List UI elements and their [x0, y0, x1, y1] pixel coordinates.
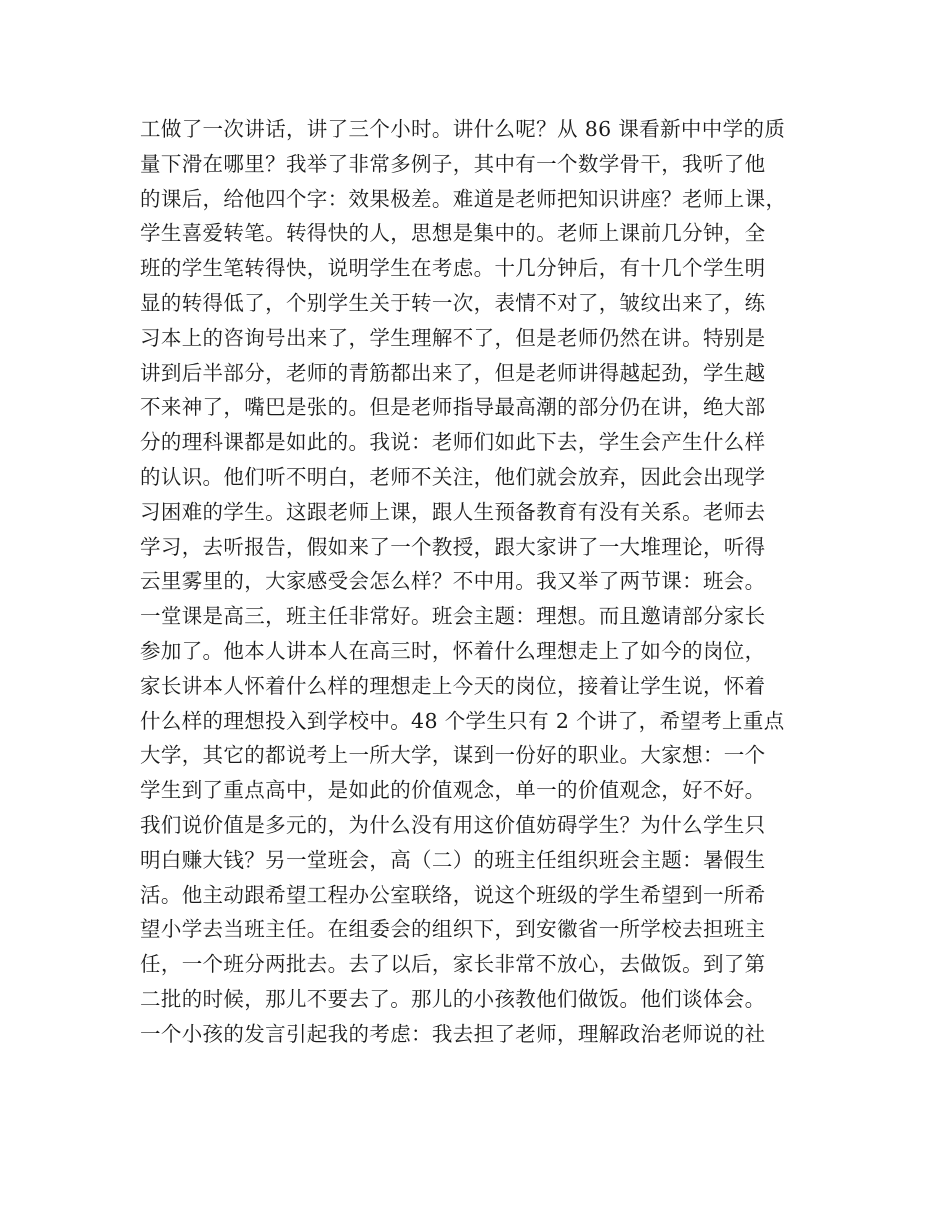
text-line: 量下滑在哪里？我举了非常多例子，其中有一个数学骨干，我听了他 — [140, 151, 766, 176]
text-line: 任，一个班分两批去。去了以后，家长非常不放心，去做饭。到了第 — [140, 952, 766, 977]
text-line: 一个小孩的发言引起我的考虑：我去担了老师，理解政治老师说的社 — [140, 1021, 766, 1046]
text-line: 学生喜爱转笔。转得快的人，思想是集中的。老师上课前几分钟，全 — [140, 221, 766, 246]
text-line: 分的理科课都是如此的。我说：老师们如此下去，学生会产生什么样 — [140, 430, 766, 455]
text-line: 习困难的学生。这跟老师上课，跟人生预备教育有没有关系。老师去 — [140, 499, 766, 524]
text-line: 的课后，给他四个字：效果极差。难道是老师把知识讲座？老师上课， — [140, 186, 787, 211]
text-line: 二批的时候，那儿不要去了。那儿的小孩教他们做饭。他们谈体会。 — [140, 986, 766, 1011]
text-line: 明白赚大钱？另一堂班会，高（二）的班主任组织班会主题：暑假生 — [140, 847, 766, 872]
text-line: 我们说价值是多元的，为什么没有用这价值妨碍学生？为什么学生只 — [140, 812, 766, 837]
text-line: 参加了。他本人讲本人在高三时，怀着什么理想走上了如今的岗位， — [140, 638, 766, 663]
text-line: 学习，去听报告，假如来了一个教授，跟大家讲了一大堆理论，听得 — [140, 534, 766, 559]
body-text — [140, 112, 820, 1052]
text-line: 家长讲本人怀着什么样的理想走上今天的岗位，接着让学生说，怀着 — [140, 673, 766, 698]
text-line: 活。他主动跟希望工程办公室联络，说这个班级的学生希望到一所希 — [140, 882, 766, 907]
text-line: 班的学生笔转得快，说明学生在考虑。十几分钟后，有十几个学生明 — [140, 256, 766, 281]
text-line: 讲到后半部分，老师的青筋都出来了，但是老师讲得越起劲，学生越 — [140, 360, 766, 385]
text-line: 云里雾里的，大家感受会怎么样？不中用。我又举了两节课：班会。 — [140, 569, 766, 594]
text-line: 显的转得低了，个别学生关于转一次，表情不对了，皱纹出来了，练 — [140, 290, 766, 315]
text-line: 大学，其它的都说考上一所大学，谋到一份好的职业。大家想：一个 — [140, 743, 766, 768]
text-line: 习本上的咨询号出来了，学生理解不了，但是老师仍然在讲。特别是 — [140, 325, 766, 350]
text-line: 望小学去当班主任。在组委会的组织下，到安徽省一所学校去担班主 — [140, 917, 766, 942]
text-line: 不来神了，嘴巴是张的。但是老师指导最高潮的部分仍在讲，绝大部 — [140, 395, 766, 420]
text-line: 什么样的理想投入到学校中。48 个学生只有 2 个讲了，希望考上重点 — [140, 708, 785, 733]
text-line: 一堂课是高三，班主任非常好。班会主题：理想。而且邀请部分家长 — [140, 604, 766, 629]
text-line: 工做了一次讲话，讲了三个小时。讲什么呢？从 86 课看新中中学的质 — [140, 117, 786, 141]
text-line: 的认识。他们听不明白，老师不关注，他们就会放弃，因此会出现学 — [140, 464, 766, 489]
text-line: 学生到了重点高中，是如此的价值观念，单一的价值观念，好不好。 — [140, 778, 766, 803]
